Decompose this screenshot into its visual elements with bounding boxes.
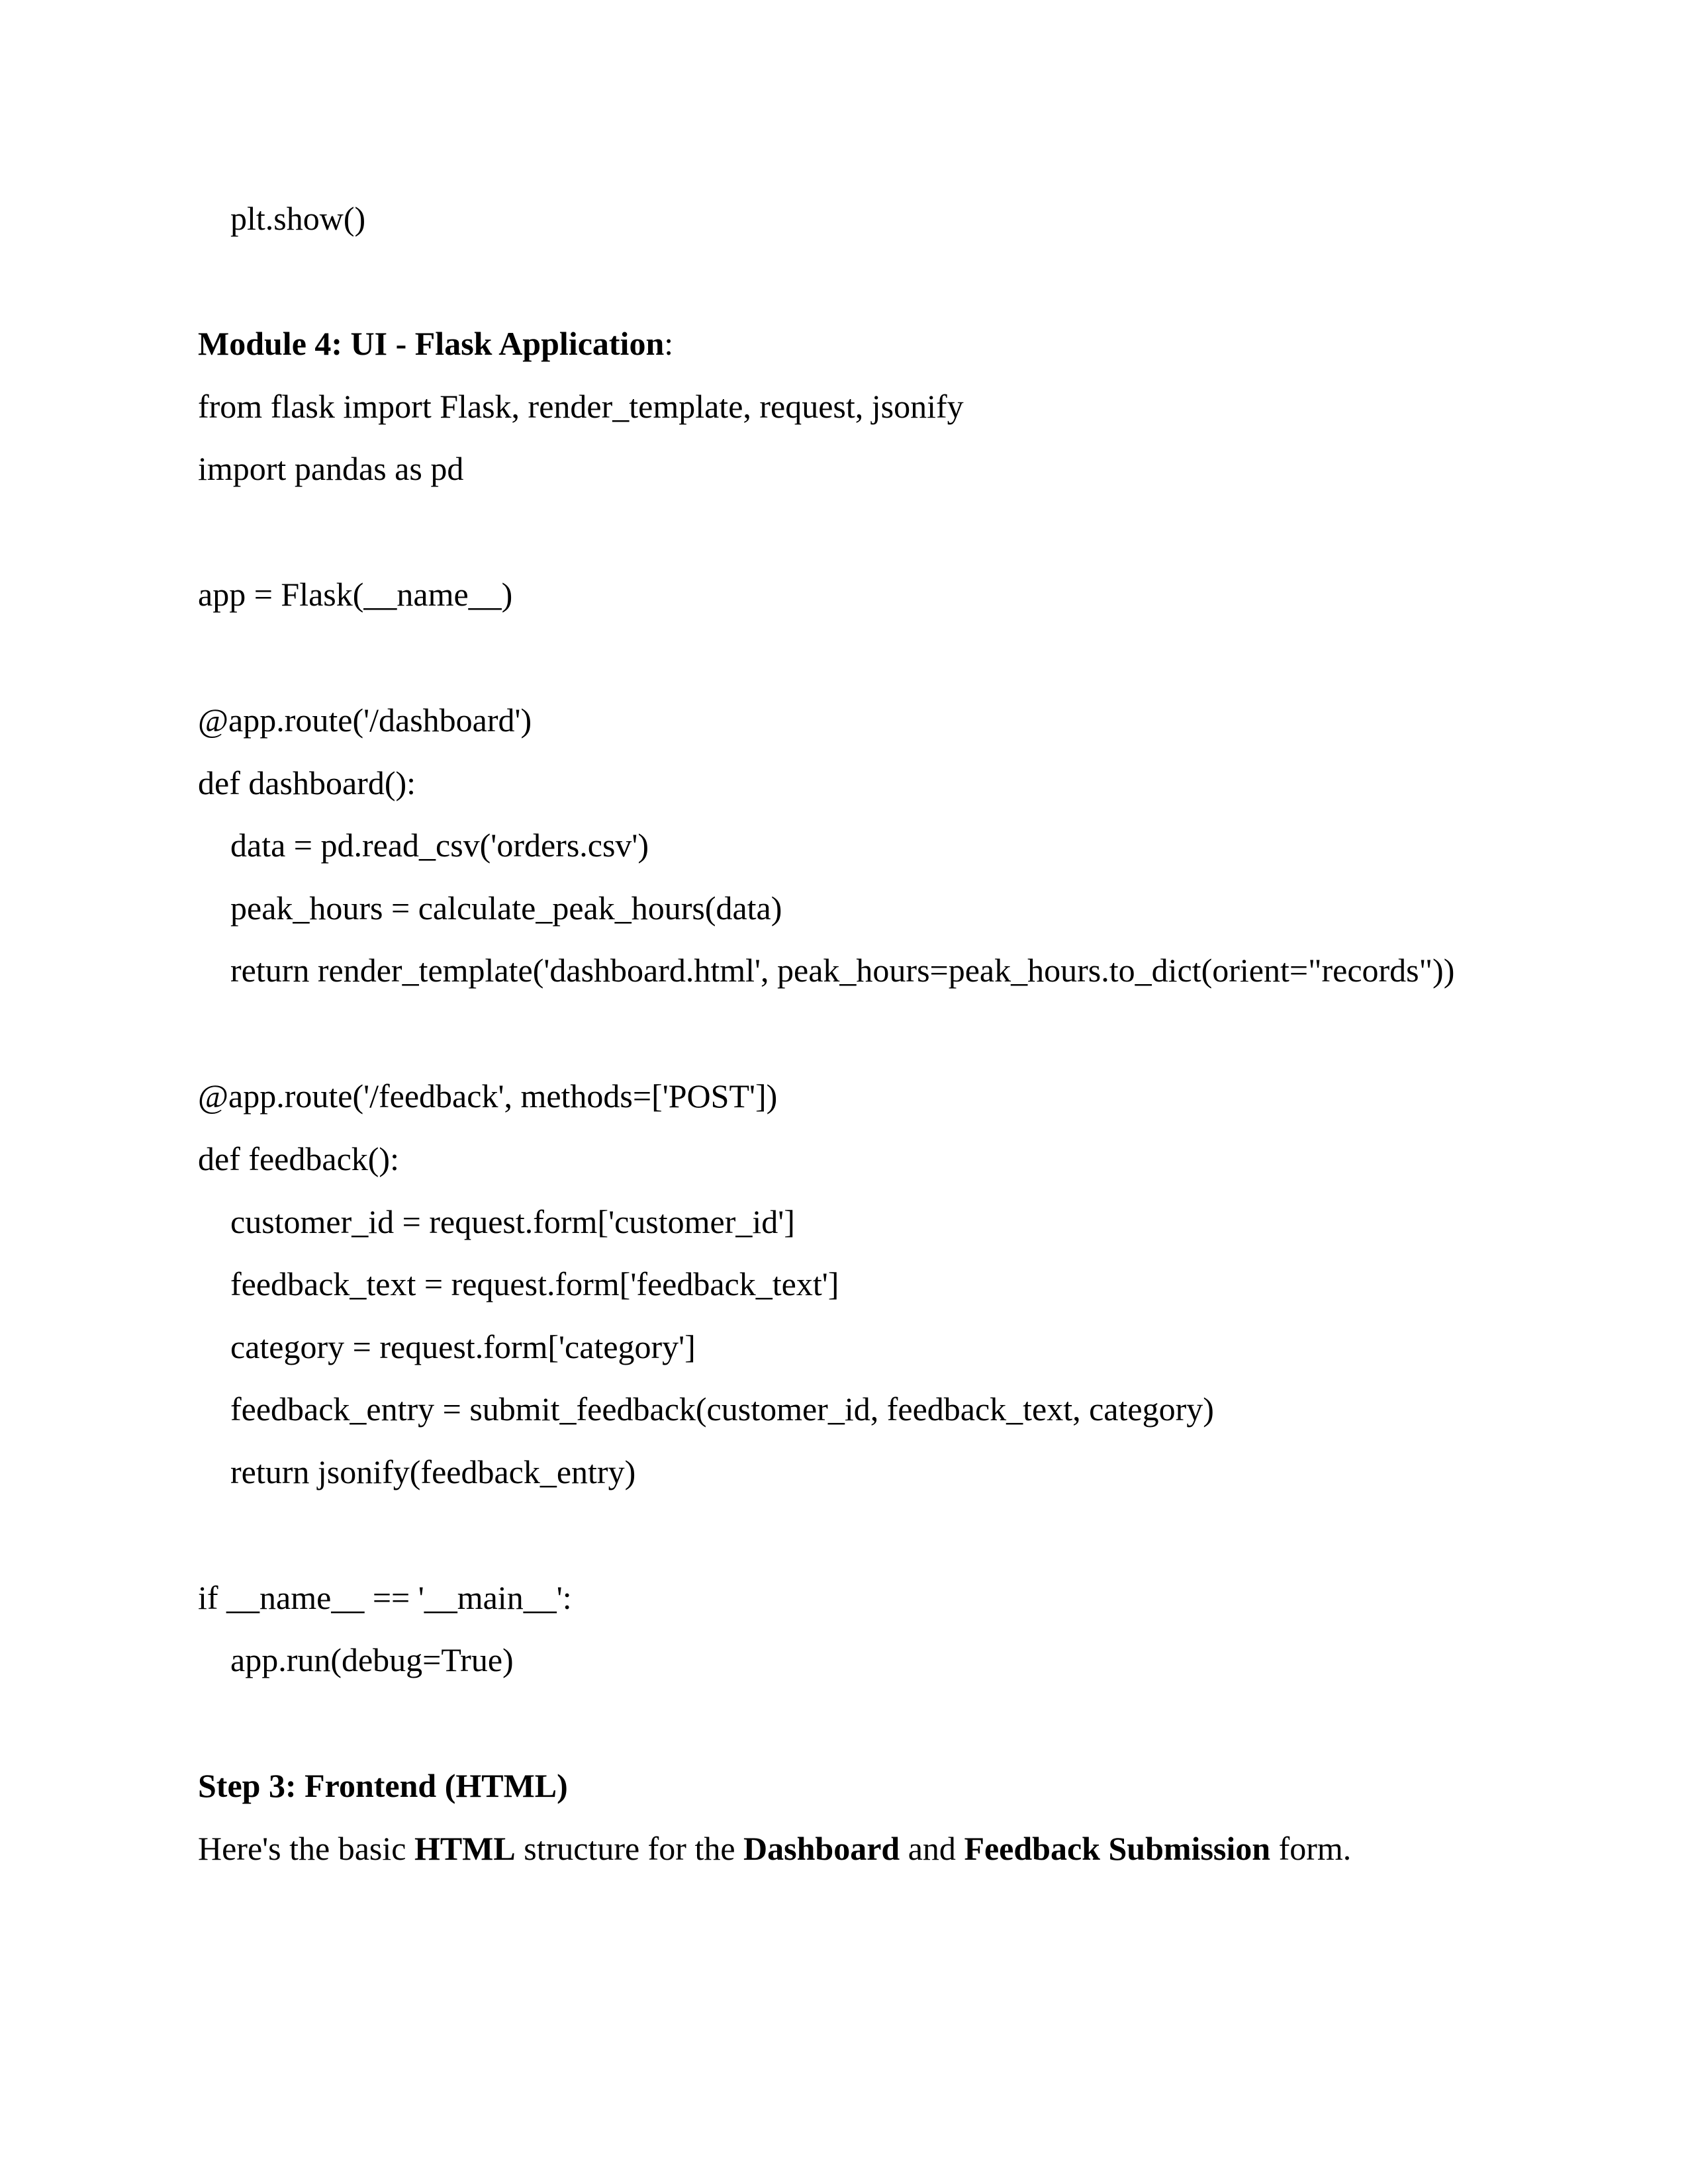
code-line-peak-hours: peak_hours = calculate_peak_hours(data) (230, 889, 782, 927)
code-line-feedback-def: def feedback(): (198, 1140, 399, 1177)
code-line-dashboard-route: @app.route('/dashboard') (198, 702, 532, 739)
code-line-feedback-text: feedback_text = request.form['feedback_text'] (230, 1265, 839, 1302)
code-line-feedback-entry: feedback_entry = submit_feedback(customer_id, feedback_text, category) (230, 1390, 1214, 1428)
code-line-return-jsonify: return jsonify(feedback_entry) (230, 1453, 636, 1490)
code-line-main-check: if __name__ == '__main__': (198, 1579, 572, 1616)
code-line-feedback-route: @app.route('/feedback', methods=['POST']) (198, 1077, 778, 1115)
intro-bold-html: HTML (414, 1830, 516, 1867)
code-line-plt-show: plt.show() (230, 200, 366, 237)
module-4-heading-bold: Module 4: UI - Flask Application (198, 325, 665, 362)
code-line-render-template: return render_template('dashboard.html', peak_hours=peak_hours.to_dict(orient="records")) (230, 952, 1455, 989)
code-line-pandas-import: import pandas as pd (198, 450, 464, 487)
code-line-category: category = request.form['category'] (230, 1328, 696, 1365)
module-4-heading-colon: : (664, 325, 674, 362)
code-line-app-run: app.run(debug=True) (230, 1641, 514, 1678)
code-line-customer-id: customer_id = request.form['customer_id'] (230, 1203, 795, 1240)
intro-text-1: Here's the basic (198, 1830, 414, 1867)
module-4-heading (198, 324, 673, 363)
code-line-dashboard-def: def dashboard(): (198, 764, 416, 801)
step-3-heading: Step 3: Frontend (HTML) (198, 1767, 568, 1804)
intro-bold-dashboard: Dashboard (743, 1830, 900, 1867)
intro-paragraph (198, 1829, 1351, 1868)
code-line-read-csv: data = pd.read_csv('orders.csv') (230, 827, 649, 864)
intro-text-3: and (900, 1830, 964, 1867)
code-line-app-init: app = Flask(__name__) (198, 576, 513, 613)
intro-bold-feedback-submission: Feedback Submission (964, 1830, 1271, 1867)
intro-text-2: structure for the (515, 1830, 744, 1867)
intro-text-4: form. (1270, 1830, 1352, 1867)
code-line-flask-import: from flask import Flask, render_template, request, jsonify (198, 388, 964, 425)
